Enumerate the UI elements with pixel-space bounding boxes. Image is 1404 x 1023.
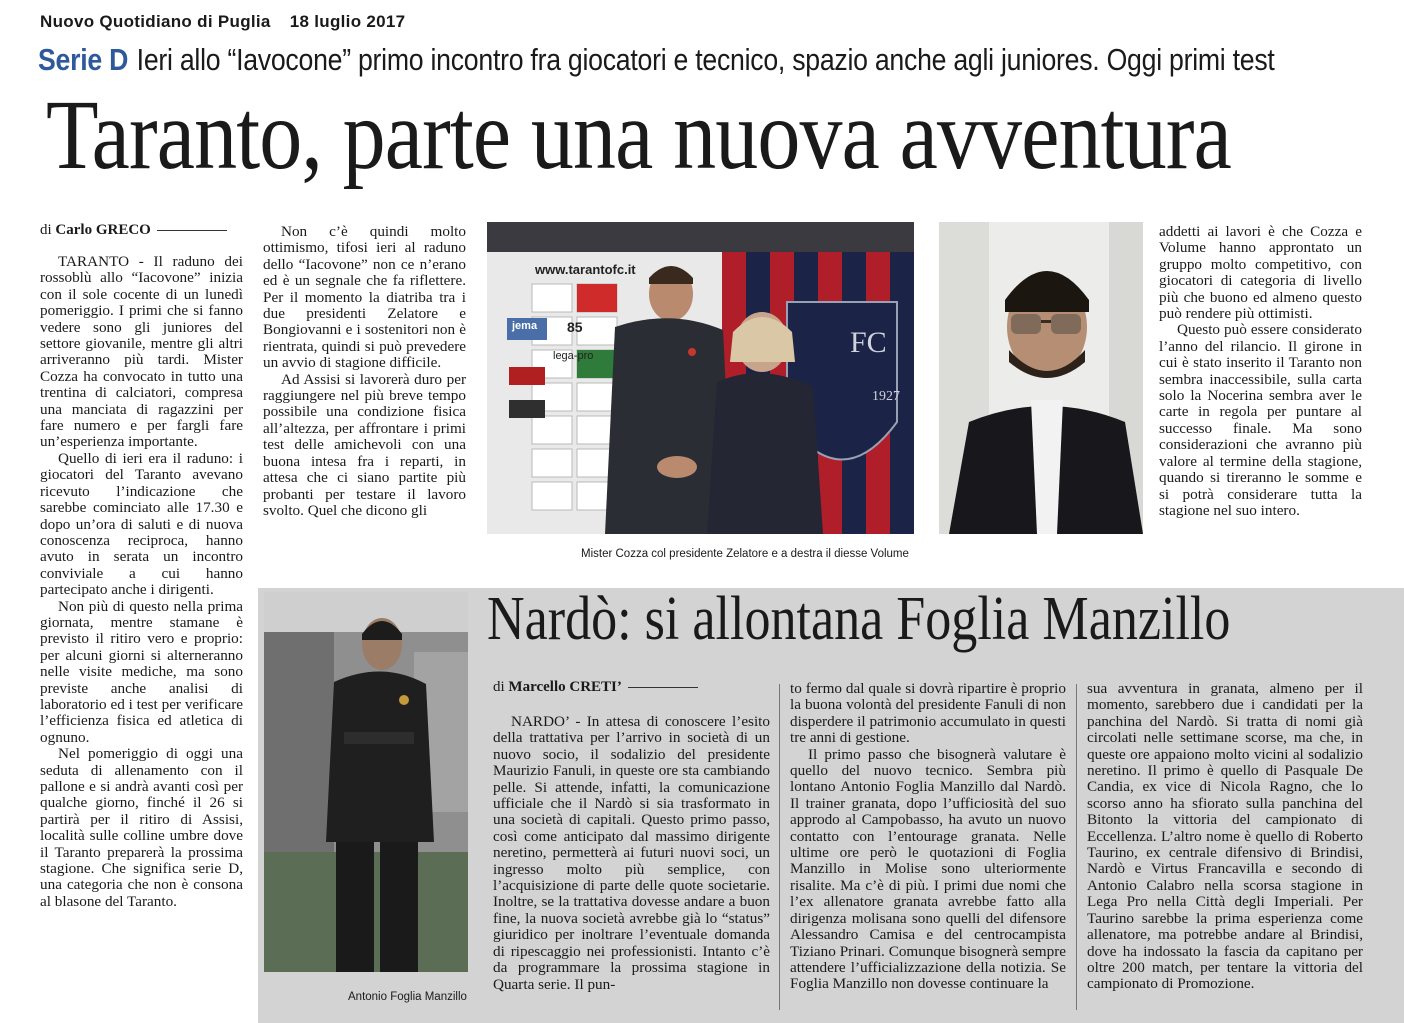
article1-column-2 bbox=[263, 224, 466, 519]
byline-prefix: di bbox=[40, 222, 52, 238]
photo-volume bbox=[939, 222, 1143, 534]
sponsor-a: jema bbox=[512, 320, 538, 332]
byline-author: Marcello CRETI’ bbox=[508, 679, 622, 695]
paragraph: Non c’è quindi molto ottimismo, tifosi ieri al raduno dello “Iacovone” non ce n’erano ed è un segnale che fa riflettere. Per il momento la diatriba tra i due presidenti Zelatore e Bongiovanni e i sostenitori non è rientrata, quindi si può prevedere un avvio di stagione difficile. bbox=[263, 223, 466, 372]
photo-caption-2: Antonio Foglia Manzillo bbox=[348, 991, 467, 1003]
newspaper-name: Nuovo Quotidiano di Puglia bbox=[40, 12, 271, 31]
photo-foglia-manzillo-image bbox=[264, 592, 468, 972]
banner-fc: FC bbox=[850, 326, 887, 359]
column-divider bbox=[779, 684, 780, 1010]
article2-column-3 bbox=[1087, 681, 1363, 993]
paragraph: Quello di ieri era il raduno: i giocatori del Taranto avevano ricevuto l’indicazione che sarebbe cominciato alle 17.30 e dopo un’ora di saluti e di nuova conoscenza reciproca, hanno avuto in serata un incontro conviviale a cui hanno partecipato anche i dirigenti. bbox=[40, 449, 243, 599]
kicker-text: Ieri allo “Iavocone” primo incontro fra giocatori e tecnico, spazio anche agli juniores. Oggi primi test bbox=[136, 42, 1275, 77]
photo-caption: Mister Cozza col presidente Zelatore e a destra il diesse Volume bbox=[581, 548, 909, 560]
photo-cozza-zelatore-image bbox=[487, 222, 914, 534]
sponsor-b: 85 bbox=[567, 319, 583, 335]
photo-foglia-manzillo bbox=[264, 592, 468, 972]
column-divider bbox=[1076, 684, 1077, 1010]
paragraph: NARDO’ - In attesa di conoscere l’esito della trattativa per l’arrivo in società di un nuovo socio, il sodalizio del presidente Maurizio Fanuli, in queste ore sta cambiando pelle. Si attende, infatti, la comunicazione ufficiale che il Nardò si sia trasformato in una società di capitali. Questo primo passo, così come anticipato dal massimo dirigente neretino, permetterà ai futuri nuovi soci, un ingresso molto più semplice, con l’acquisizione di parte delle quote societarie. Inoltre, se la trattativa dovesse andare a buon fine, la nuova società avrebbe già lo “status” giuridico per inoltrare l’eventuale domanda di ripescaggio nei professionisti. Intanto c’è da programmare la prossima stagione in Quarta serie. Il pun- bbox=[493, 713, 770, 993]
article2-column-2 bbox=[790, 681, 1066, 993]
banner-year: 1927 bbox=[872, 389, 900, 404]
byline-author: Carlo GRECO bbox=[55, 222, 151, 238]
article2-column-1 bbox=[493, 714, 770, 993]
paragraph: to fermo dal quale si dovrà ripartire è proprio la buona volontà del presidente Fanuli di non disperdere il patrimonio accumulato in questi tre anni di gestione. bbox=[790, 680, 1066, 747]
paragraph: TARANTO - Il raduno dei rossoblù allo “Iacovone” inizia con il sole cocente di un lunedì pomeriggio. I primi che si fanno vedere sono gli juniores del settore giovanile, mentre gli altri arriveranno più tardi. Mister Cozza ha convocato in tutto una trentina di calciatori, compresa una manciata di ragazzini per fare numero e per fargli fare un’esperienza importante. bbox=[40, 253, 243, 451]
issue-date: 18 luglio 2017 bbox=[289, 12, 406, 31]
photo-cozza-zelatore bbox=[487, 222, 914, 534]
paragraph: Il primo passo che bisognerà valutare è quello del nuovo tecnico. Sembra più lontano Antonio Foglia Manzillo dal Nardò. Il trainer granata, dopo l’ufficiosità del suo approdo al Campobasso, ha avuto un nuovo contatto con l’entourage granata. Nelle ultime ore però le quotazioni di Foglia Manzillo in Molise sono ulteriormente risalite. Ma c’è di più. I primi due nomi che l’ex allenatore granata avrebbe fatto alla dirigenza molisana sono quelli del difensore Alessandro Camisa e del centrocampista Tiziano Prinari. Comunque bisognerà sempre attendere l’ufficializzazione della notizia. Se Foglia Manzillo non dovesse continuare la bbox=[790, 745, 1066, 993]
article1-column-3 bbox=[1159, 224, 1362, 519]
paragraph: Ad Assisi si lavorerà duro per raggiungere nel più breve tempo possibile una condizione fisica all’altezza, per affrontare i primi test delle amichevoli con una buona intesa fra i reparti, in attesa che ci siano partite più probanti per testare il lavoro svolto. Quel che dicono gli bbox=[263, 370, 466, 519]
article-kicker bbox=[38, 42, 1275, 78]
banner-url: www.tarantofc.it bbox=[535, 262, 636, 277]
paragraph: sua avventura in granata, almeno per il momento, sarebbero due i candidati per la panchina del Nardò. Si tratta di nomi già circolati nelle settimane scorse, ma che, in queste ore appaiono molto vicini al sodalizio neretino. Il primo è quello di Pasquale De Candia, ex vice di Nicola Ragno, che lo scorso anno ha sfiorato sulla panchina del Bitonto la vittoria del campionato di Eccellenza. L’altro nome è quello di Roberto Taurino, ex centrale difensivo di Brindisi, Nardò e Virtus Francavilla e secondo di Antonio Calabro nella scorsa stagione in Lega Pro nella Città degli Imperiali. Per Taurino sarebbe la prima esperienza come allenatore, ma potrebbe andare al Brindisi, dove ha indossato la fascia da capitano per oltre 200 match, per tentare la vittoria del campionato di Promozione. bbox=[1087, 680, 1363, 993]
byline-prefix: di bbox=[493, 679, 505, 695]
main-headline: Taranto, parte una nuova avventura bbox=[46, 79, 1231, 190]
paragraph: Questo può essere considerato l’anno del rilancio. Il girone in cui è stato inserito il Taranto non sembra inaccessibile, sulla carta solo la Nocerina sembra aver le carte in regola per puntare al successo finale. Ma sono considerazioni che avranno più valore al termine della stagione, quando si tireranno le somme e si potrà considerare tutta la stagione nel suo intero. bbox=[1159, 321, 1362, 519]
article2-byline bbox=[493, 679, 698, 696]
article1-byline bbox=[40, 222, 227, 239]
section-label: Serie D bbox=[38, 42, 129, 77]
paragraph: Non più di questo nella prima giornata, mentre stamane è previsto il ritiro vero e proprio: per alcuni giorni si alterneranno nelle visite mediche, ma sono previste anche analisi di laboratorio ed i test per verificare l’efficienza fisica ed atletica di ognuno. bbox=[40, 597, 243, 746]
masthead bbox=[40, 12, 419, 32]
paragraph: Nel pomeriggio di oggi una seduta di allenamento con il pallone e si andrà avanti così per qualche giorno, finché il 26 si partirà per il ritiro di Assisi, località sulle colline umbre dove il Taranto preparerà la prossima stagione. Che significa serie D, una categoria che non è consona al blasone del Taranto. bbox=[40, 745, 243, 910]
article2-headline: Nardò: si allontana Foglia Manzillo bbox=[487, 585, 1231, 653]
photo-volume-image bbox=[939, 222, 1143, 534]
paragraph: addetti ai lavori è che Cozza e Volume hanno approntato un gruppo molto competitivo, con giocatori di categoria di livello più che buono ed almeno questo può rendere più ottimisti. bbox=[1159, 223, 1362, 323]
sponsor-c: lega-pro bbox=[553, 350, 594, 362]
article1-column-1 bbox=[40, 254, 243, 910]
